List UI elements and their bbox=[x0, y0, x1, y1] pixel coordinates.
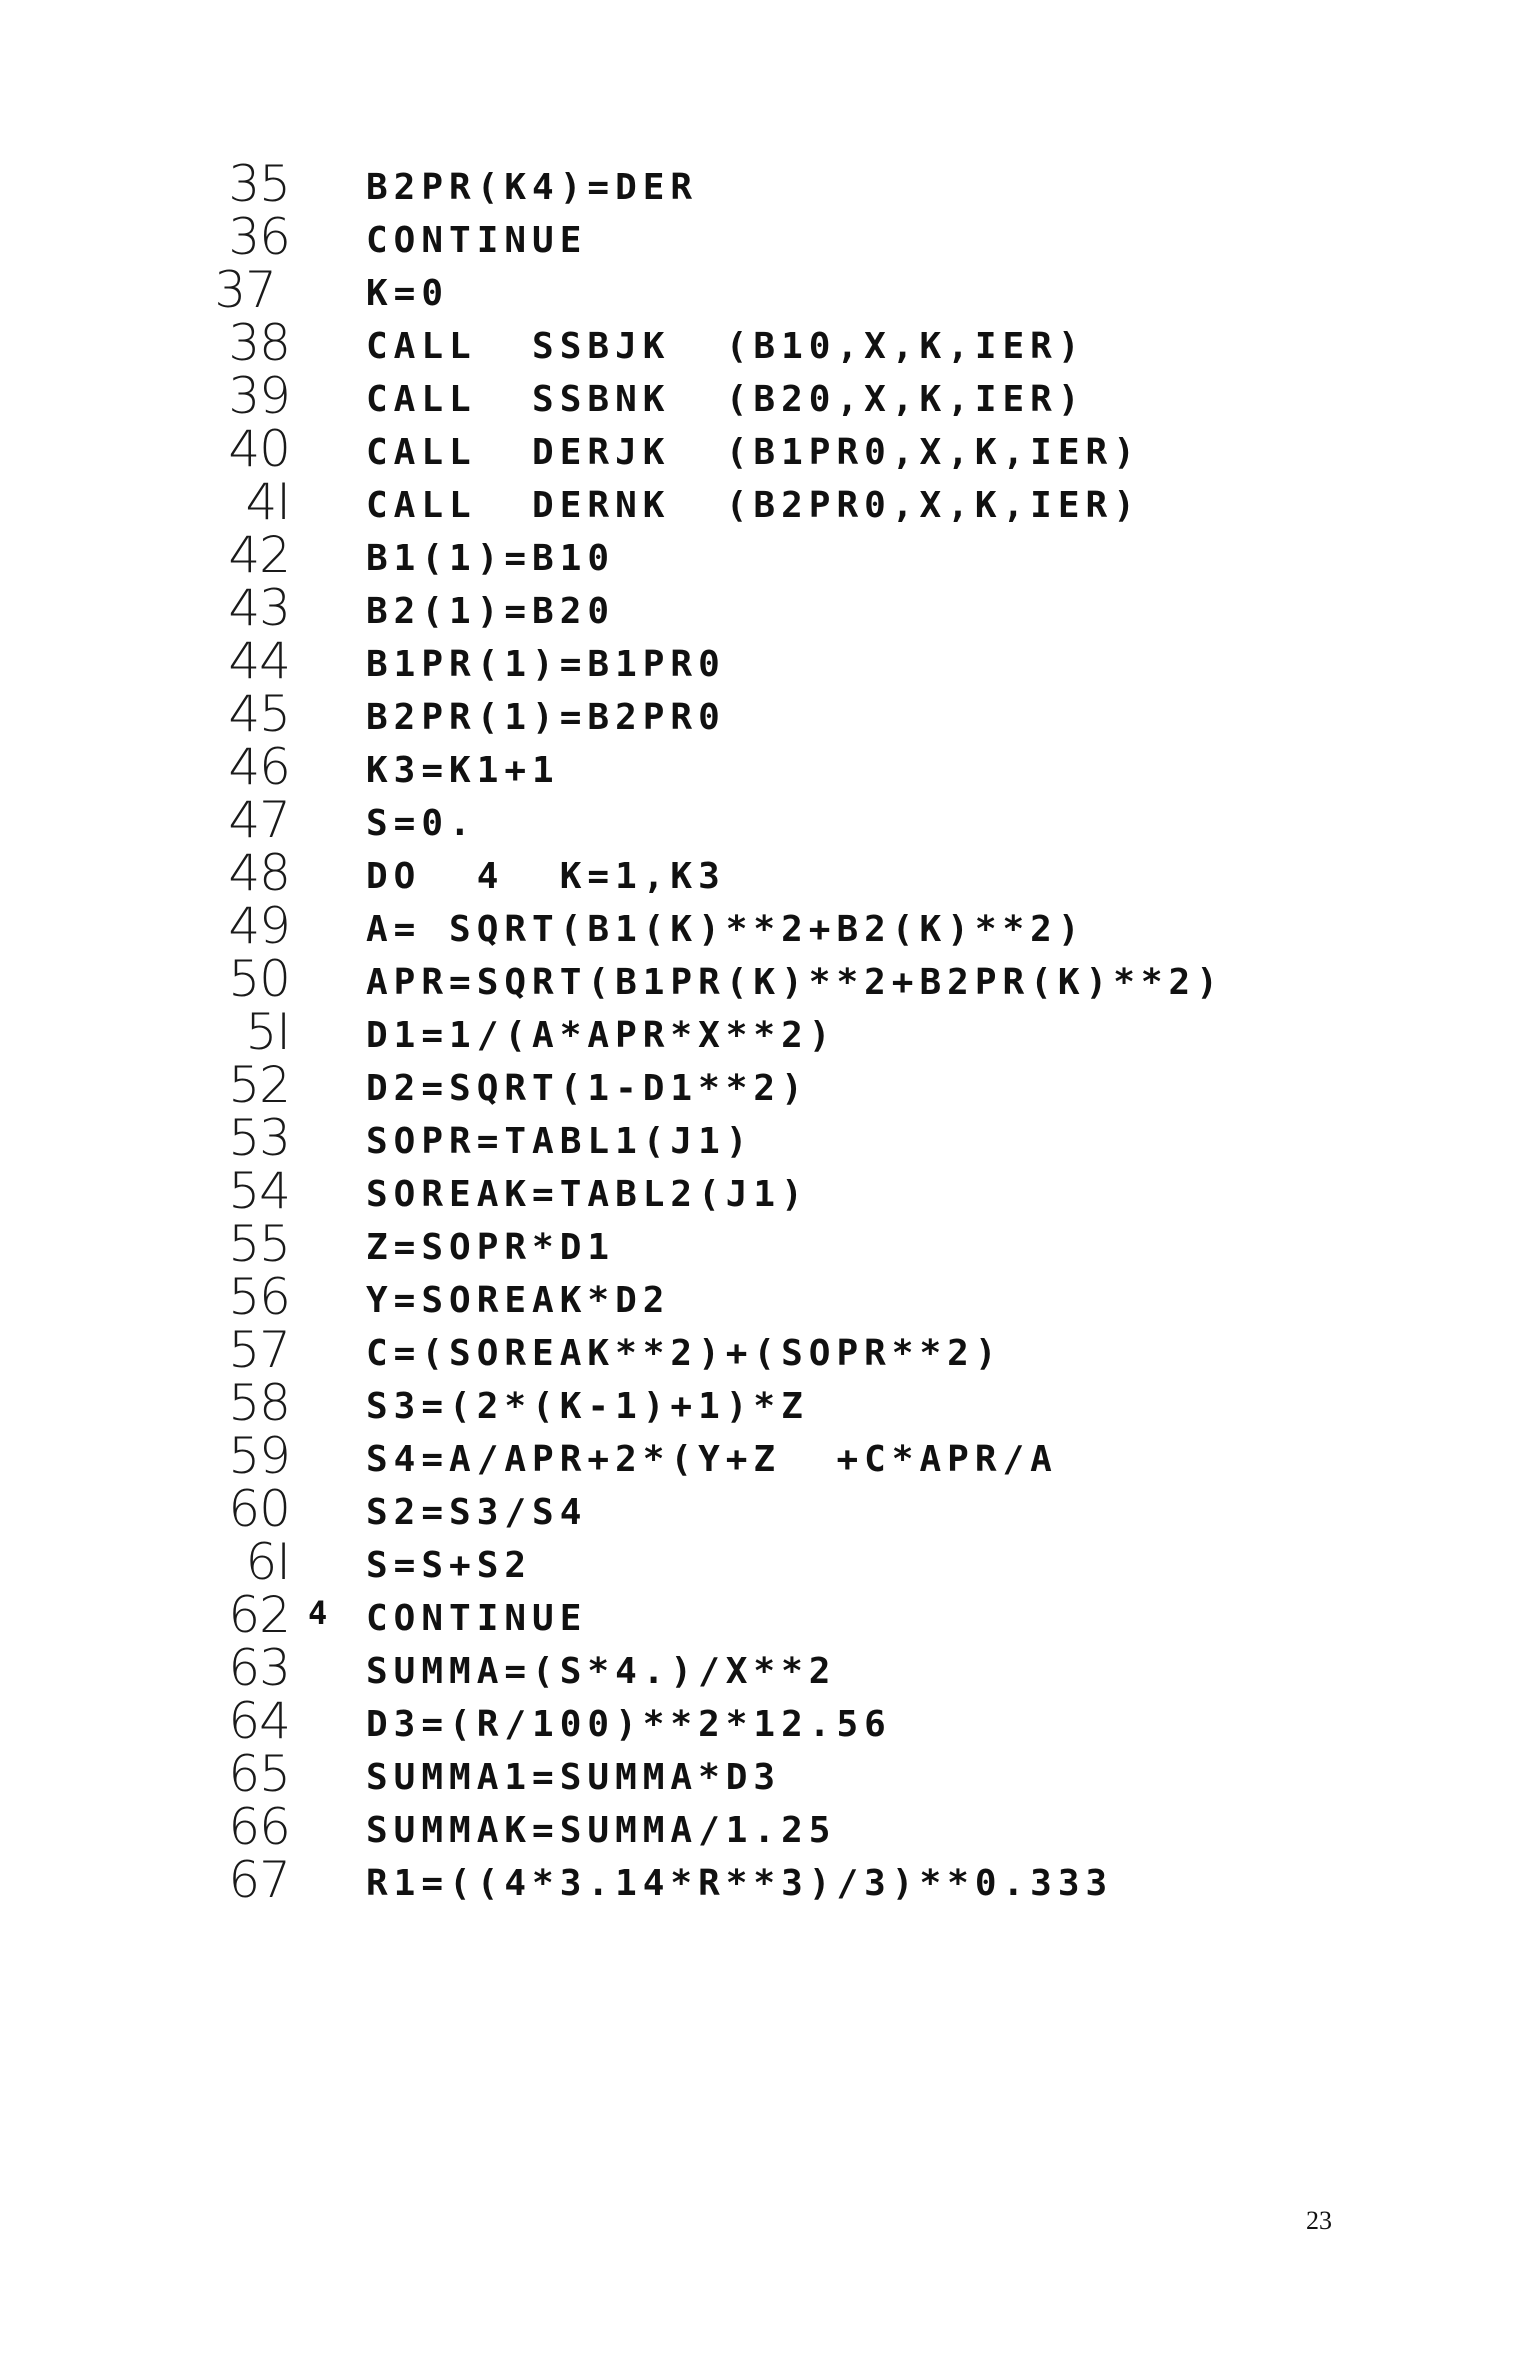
line-number: 60 bbox=[228, 1480, 290, 1538]
code-text: Y=SOREAK*D2 bbox=[366, 1280, 671, 1321]
code-line bbox=[186, 1056, 1386, 1122]
code-text: B2PR(1)=B2PR0 bbox=[366, 697, 726, 738]
code-line bbox=[186, 738, 1386, 804]
line-number: 44 bbox=[228, 632, 290, 690]
code-text: SOREAK=TABL2(J1) bbox=[366, 1174, 809, 1215]
code-line bbox=[186, 1586, 1386, 1652]
code-line bbox=[186, 420, 1386, 486]
line-number: 66 bbox=[228, 1798, 290, 1856]
line-number: 42 bbox=[228, 526, 290, 584]
code-line bbox=[186, 314, 1386, 380]
line-number: 38 bbox=[228, 314, 290, 372]
code-line bbox=[186, 685, 1386, 751]
line-number: 54 bbox=[228, 1162, 290, 1220]
code-text: CALL SSBJK (B10,X,K,IER) bbox=[366, 326, 1086, 367]
page-number: 23 bbox=[1306, 2206, 1332, 2235]
code-text: S=S+S2 bbox=[366, 1545, 533, 1586]
code-text: CALL DERJK (B1PR0,X,K,IER) bbox=[366, 432, 1141, 473]
code-text: B1PR(1)=B1PR0 bbox=[366, 644, 726, 685]
code-line bbox=[186, 1639, 1386, 1705]
line-number: 58 bbox=[228, 1374, 290, 1432]
code-text: A= SQRT(B1(K)**2+B2(K)**2) bbox=[366, 909, 1086, 950]
code-text: CONTINUE bbox=[366, 1598, 588, 1639]
code-line bbox=[186, 1533, 1386, 1599]
code-line bbox=[186, 579, 1386, 645]
code-line bbox=[186, 526, 1386, 592]
code-line bbox=[186, 208, 1386, 274]
code-text: S2=S3/S4 bbox=[366, 1492, 588, 1533]
line-number: 6I bbox=[245, 1533, 290, 1591]
code-line bbox=[186, 1851, 1386, 1917]
code-text: B1(1)=B10 bbox=[366, 538, 616, 579]
code-line bbox=[186, 1745, 1386, 1811]
code-line bbox=[186, 1109, 1386, 1175]
code-line bbox=[186, 367, 1386, 433]
line-number: 40 bbox=[228, 420, 290, 478]
code-line bbox=[186, 1162, 1386, 1228]
line-number: 47 bbox=[228, 791, 290, 849]
line-number: 50 bbox=[228, 950, 290, 1008]
line-number: 62 bbox=[228, 1586, 290, 1644]
code-line bbox=[186, 261, 1386, 327]
code-line bbox=[186, 632, 1386, 698]
code-text: C=(SOREAK**2)+(SOPR**2) bbox=[366, 1333, 1003, 1374]
code-text: K3=K1+1 bbox=[366, 750, 560, 791]
code-text: S=0. bbox=[366, 803, 477, 844]
code-line bbox=[186, 1268, 1386, 1334]
line-number: 55 bbox=[228, 1215, 290, 1273]
line-number: 63 bbox=[228, 1639, 290, 1697]
code-text: B2PR(K4)=DER bbox=[366, 167, 699, 208]
line-number: 45 bbox=[228, 685, 290, 743]
code-text: DO 4 K=1,K3 bbox=[366, 856, 726, 897]
line-number: 57 bbox=[228, 1321, 290, 1379]
code-line bbox=[186, 950, 1386, 1016]
code-text: R1=((4*3.14*R**3)/3)**0.333 bbox=[366, 1863, 1114, 1904]
line-number: 39 bbox=[228, 367, 290, 425]
code-text: SOPR=TABL1(J1) bbox=[366, 1121, 754, 1162]
line-number: 52 bbox=[228, 1056, 290, 1114]
code-line bbox=[186, 473, 1386, 539]
code-line bbox=[186, 1480, 1386, 1546]
line-number: 35 bbox=[228, 155, 290, 213]
code-line bbox=[186, 1321, 1386, 1387]
statement-label: 4 bbox=[308, 1594, 328, 1632]
line-number: 46 bbox=[228, 738, 290, 796]
line-number: 59 bbox=[228, 1427, 290, 1485]
line-number: 56 bbox=[228, 1268, 290, 1326]
line-number: 48 bbox=[228, 844, 290, 902]
line-number: 67 bbox=[228, 1851, 290, 1909]
code-line bbox=[186, 1374, 1386, 1440]
code-line bbox=[186, 155, 1386, 221]
code-line bbox=[186, 1798, 1386, 1864]
code-line bbox=[186, 1003, 1386, 1069]
code-text: SUMMAK=SUMMA/1.25 bbox=[366, 1810, 837, 1851]
code-line bbox=[186, 1427, 1386, 1493]
code-line bbox=[186, 791, 1386, 857]
code-text: Z=SOPR*D1 bbox=[366, 1227, 616, 1268]
code-text: CONTINUE bbox=[366, 220, 588, 261]
code-text: APR=SQRT(B1PR(K)**2+B2PR(K)**2) bbox=[366, 962, 1224, 1003]
line-number: 36 bbox=[228, 208, 290, 266]
line-number: 49 bbox=[228, 897, 290, 955]
code-text: D3=(R/100)**2*12.56 bbox=[366, 1704, 892, 1745]
code-text: S3=(2*(K-1)+1)*Z bbox=[366, 1386, 809, 1427]
code-text: CALL DERNK (B2PR0,X,K,IER) bbox=[366, 485, 1141, 526]
code-text: D1=1/(A*APR*X**2) bbox=[366, 1015, 837, 1056]
code-text: S4=A/APR+2*(Y+Z +C*APR/A bbox=[366, 1439, 1058, 1480]
code-text: SUMMA1=SUMMA*D3 bbox=[366, 1757, 782, 1798]
code-text: K=0 bbox=[366, 273, 450, 314]
line-number: 37 bbox=[214, 261, 276, 319]
code-text: D2=SQRT(1-D1**2) bbox=[366, 1068, 809, 1109]
code-line bbox=[186, 1215, 1386, 1281]
line-number: 5I bbox=[245, 1003, 290, 1061]
line-number: 65 bbox=[228, 1745, 290, 1803]
line-number: 4I bbox=[245, 473, 290, 531]
line-number: 43 bbox=[228, 579, 290, 637]
line-number: 64 bbox=[228, 1692, 290, 1750]
code-line bbox=[186, 897, 1386, 963]
code-line bbox=[186, 1692, 1386, 1758]
code-text: SUMMA=(S*4.)/X**2 bbox=[366, 1651, 837, 1692]
line-number: 53 bbox=[228, 1109, 290, 1167]
code-listing bbox=[186, 155, 1386, 1917]
code-line bbox=[186, 844, 1386, 910]
code-text: B2(1)=B20 bbox=[366, 591, 616, 632]
code-text: CALL SSBNK (B20,X,K,IER) bbox=[366, 379, 1086, 420]
